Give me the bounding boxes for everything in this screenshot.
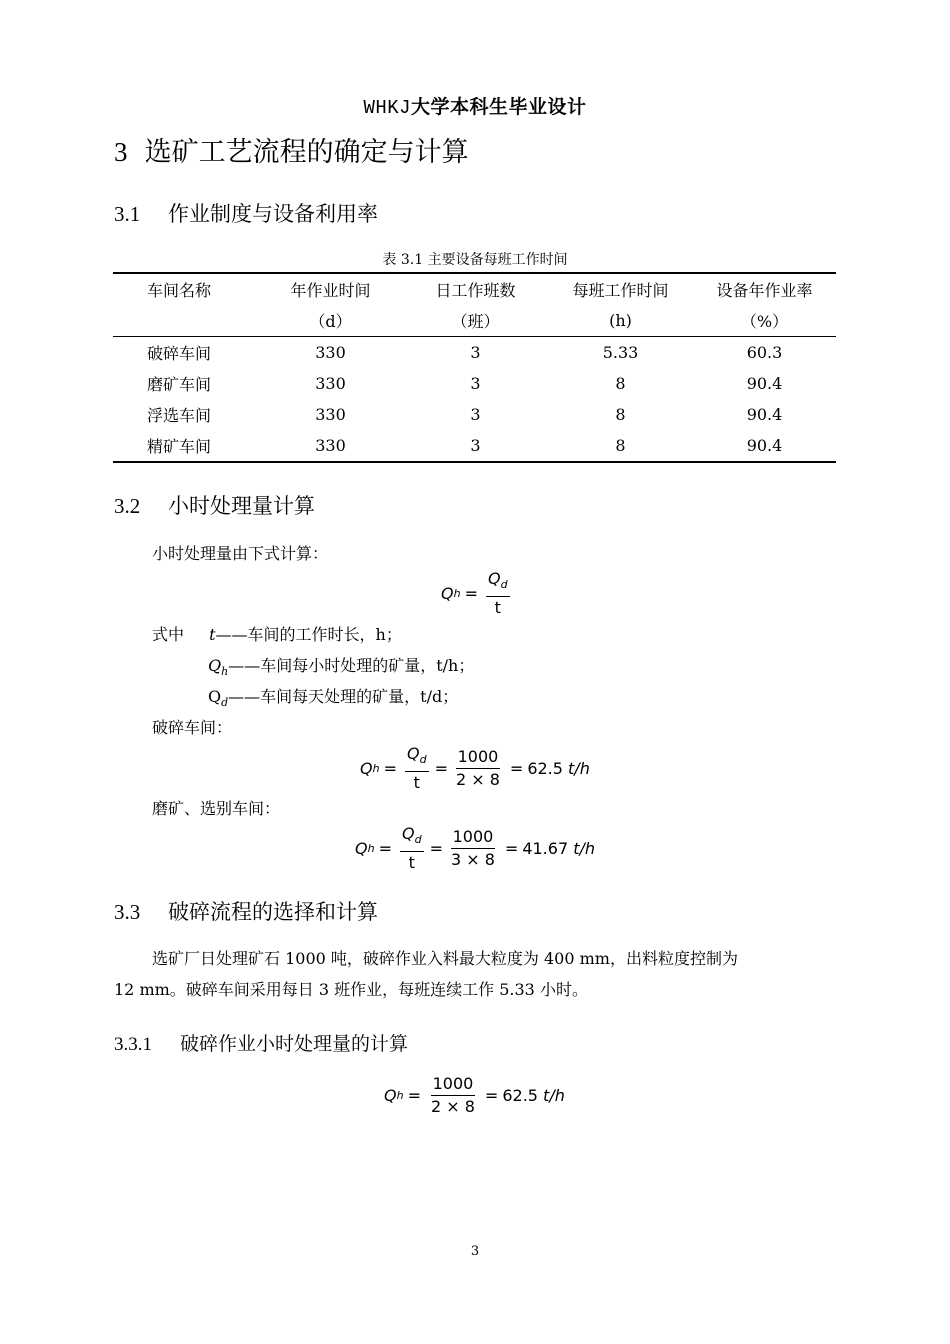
section-title: 作业制度与设备利用率: [168, 202, 378, 226]
table-cell: 3: [470, 374, 481, 393]
table-cell: 8: [615, 405, 626, 424]
qd-subscript: d: [221, 696, 229, 710]
table-header-cell: 日工作班数: [403, 273, 548, 305]
work-schedule-table: [113, 272, 836, 463]
table-header-row: [113, 273, 836, 305]
table-cell: 8: [615, 374, 626, 393]
table-unit-cell: （d）: [258, 305, 403, 337]
table-cell: 精矿车间: [113, 430, 258, 462]
formula-general: [441, 569, 514, 618]
table-row: [113, 430, 836, 462]
formula-eq: =: [484, 1086, 499, 1105]
table-unit-cell: （%）: [693, 305, 836, 337]
formula-sub-h: h: [372, 762, 380, 776]
formula-t: t: [408, 853, 415, 873]
table-cell: 90.4: [693, 430, 836, 462]
formula-fraction: [449, 827, 497, 870]
formula-fraction: [454, 747, 502, 790]
section-3-3-1-heading: [114, 1029, 408, 1056]
table-row: [113, 337, 836, 369]
header-title: 大学本科生毕业设计: [411, 96, 587, 118]
formula-denominator: 3 × 8: [450, 850, 495, 870]
formula-result: 62.5: [527, 759, 563, 779]
paragraph-line-2: 12 mm。破碎车间采用每日 3 班作业，每班连续工作 5.33 小时。: [114, 980, 588, 999]
table-cell: 浮选车间: [147, 406, 212, 425]
where-line-qh: [208, 653, 474, 678]
formula-t: t: [413, 773, 420, 793]
formula-unit: t/h: [543, 1086, 565, 1105]
formula-fraction: [486, 569, 510, 618]
formula-denominator: 2 × 8: [455, 770, 500, 790]
formula-numerator: 1000: [431, 1074, 476, 1096]
where-line-t: [152, 622, 402, 645]
formula-eq: =: [383, 759, 397, 779]
formula-sub-h: h: [396, 1089, 404, 1102]
table-cell: 330: [258, 430, 403, 462]
page-number: 3: [470, 1244, 480, 1259]
table-cell: 8: [548, 430, 693, 462]
formula-fraction: [405, 744, 429, 793]
formula-numerator: 1000: [451, 827, 496, 849]
table-cell: 330: [315, 343, 346, 362]
formula-sub-d: d: [414, 833, 422, 847]
table-cell: 5.33: [602, 343, 639, 362]
formula-sub-d: d: [500, 578, 508, 592]
section-number: 3.1: [114, 202, 141, 226]
grinding-label: 磨矿、选别车间：: [152, 799, 281, 818]
formula-sub-h: h: [453, 587, 461, 601]
qd-definition: ——车间每天处理的矿量，t/d；: [228, 687, 459, 706]
table-header-cell: 车间名称: [113, 273, 258, 305]
section-3-2-heading: [114, 490, 315, 520]
table-cell: 3: [403, 430, 548, 462]
table-cell: 3: [470, 343, 481, 362]
table-cell: 磨矿车间: [147, 375, 212, 394]
table-cell: 330: [315, 374, 346, 393]
chapter-title: 选矿工艺流程的确定与计算: [144, 137, 469, 168]
formula-q: Q: [487, 569, 501, 588]
table-cell: 60.3: [746, 343, 783, 362]
formula-eq: =: [407, 1086, 421, 1105]
table-cell: 90.4: [746, 405, 783, 424]
table-cell: 3: [470, 405, 481, 424]
formula-fraction: [429, 1074, 477, 1117]
formula-q: Q: [355, 839, 368, 859]
formula-crushing-hourly: [384, 1074, 565, 1117]
intro-text: 小时处理量由下式计算：: [152, 544, 329, 563]
formula-q: Q: [441, 584, 454, 604]
table-cell: 90.4: [746, 374, 783, 393]
chapter-number: 3: [114, 137, 128, 167]
formula-result: 62.5: [502, 1086, 538, 1105]
formula-eq: =: [378, 839, 392, 859]
section-number: 3.3.1: [114, 1034, 152, 1055]
formula-fraction: [400, 824, 424, 873]
table-unit-cell: (h): [548, 305, 693, 337]
t-symbol: t: [209, 625, 216, 644]
section-number: 3.3: [114, 900, 141, 924]
chapter-heading: [114, 130, 469, 169]
header-latin: WHKJ: [363, 97, 412, 119]
table-row: [113, 399, 836, 430]
paragraph-line-1: 选矿厂日处理矿石 1000 吨，破碎作业入料最大粒度为 400 mm，出料粒度控制为: [152, 949, 738, 968]
formula-sub-d: d: [419, 753, 427, 767]
table-cell: 330: [315, 405, 346, 424]
formula-unit: t/h: [573, 839, 596, 859]
formula-result: 41.67: [522, 839, 569, 859]
where-label: 式中: [152, 625, 185, 644]
formula-q: Q: [401, 824, 415, 843]
formula-eq: =: [464, 584, 478, 604]
section-number: 3.2: [114, 494, 141, 518]
page-header: [0, 92, 950, 119]
qh-subscript: h: [221, 665, 229, 679]
section-title: 小时处理量计算: [168, 494, 315, 518]
crushing-label: 破碎车间：: [152, 718, 233, 737]
where-line-qd: [208, 684, 458, 709]
section-title: 破碎流程的选择和计算: [168, 900, 378, 924]
section-3-3-heading: [114, 896, 378, 926]
formula-eq: =: [504, 839, 519, 859]
table-header-cell: 年作业时间: [258, 273, 403, 305]
formula-numerator: 1000: [456, 747, 501, 769]
formula-crushing: [360, 744, 590, 793]
section-3-1-heading: [114, 198, 378, 228]
formula-denominator: 2 × 8: [430, 1097, 475, 1116]
table-unit-cell: [113, 305, 258, 337]
formula-unit: t/h: [568, 759, 590, 779]
table-cell: 破碎车间: [147, 344, 212, 363]
table-unit-row: [113, 305, 836, 337]
formula-eq: =: [434, 759, 448, 779]
formula-q: Q: [360, 759, 373, 779]
formula-q: Q: [406, 744, 420, 763]
formula-grinding: [355, 824, 595, 873]
t-definition: ——车间的工作时长，h；: [215, 625, 402, 644]
formula-sub-h: h: [367, 842, 375, 856]
section-title: 破碎作业小时处理量的计算: [180, 1033, 409, 1055]
qd-symbol: Q: [208, 687, 222, 706]
qh-definition: ——车间每小时处理的矿量，t/h；: [228, 656, 475, 675]
qh-symbol: Q: [208, 656, 222, 675]
formula-eq: =: [509, 759, 524, 779]
formula-t: t: [494, 598, 501, 618]
formula-eq: =: [429, 839, 443, 859]
table-header-cell: 设备年作业率: [693, 273, 836, 305]
table-unit-cell: （班）: [403, 305, 548, 337]
table-row: [113, 368, 836, 399]
table-caption: 表 3.1 主要设备每班工作时间: [382, 252, 568, 268]
formula-q: Q: [384, 1086, 397, 1105]
table-header-cell: 每班工作时间: [548, 273, 693, 305]
